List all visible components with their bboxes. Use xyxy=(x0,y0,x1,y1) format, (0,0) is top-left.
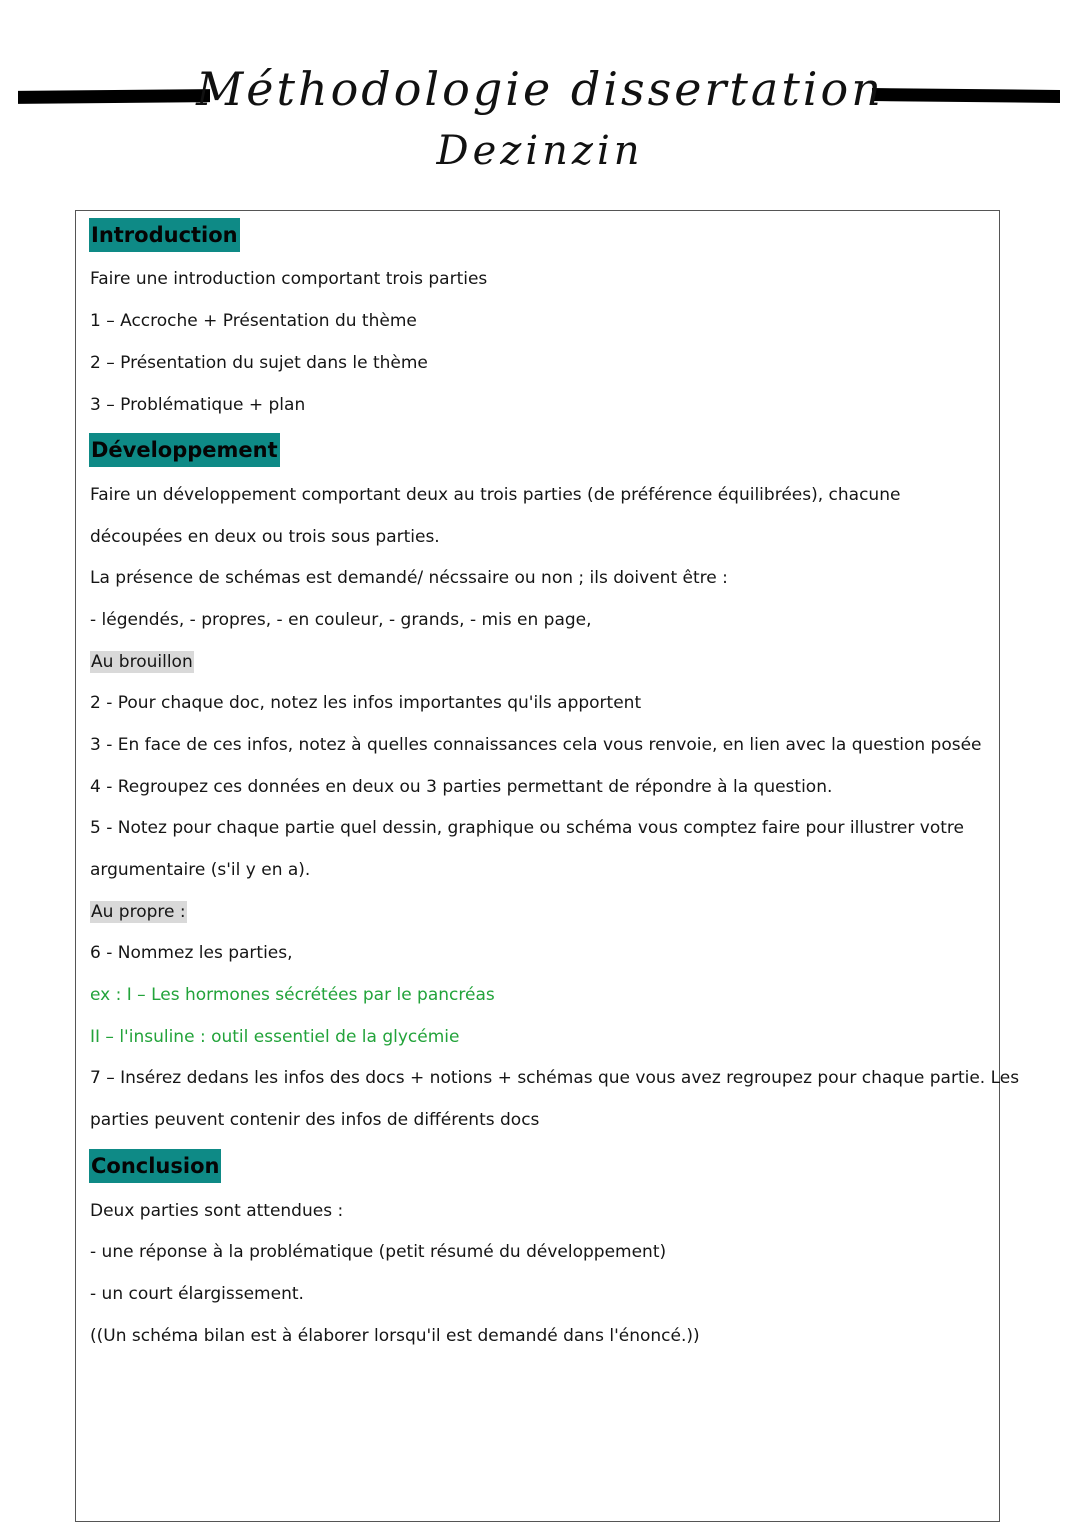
propre-label-row xyxy=(90,901,187,923)
heading-introduction: Introduction xyxy=(89,218,240,252)
intro-line: Faire une introduction comportant trois parties xyxy=(90,269,488,289)
final-line: parties peuvent contenir des infos de différents docs xyxy=(90,1110,540,1130)
brouillon-label-row xyxy=(90,651,194,673)
intro-line: 2 – Présentation du sujet dans le thème xyxy=(90,353,428,373)
brouillon-line: 5 - Notez pour chaque partie quel dessin, graphique ou schéma vous comptez faire pour illustrer votre xyxy=(90,818,964,838)
page-subtitle: Dezinzin xyxy=(436,128,644,174)
brouillon-line: 2 - Pour chaque doc, notez les infos importantes qu'ils apportent xyxy=(90,693,642,713)
heading-developpement: Développement xyxy=(89,433,280,467)
conclusion-line: ((Un schéma bilan est à élaborer lorsqu'il est demandé dans l'énoncé.)) xyxy=(90,1326,700,1346)
intro-line: 1 – Accroche + Présentation du thème xyxy=(90,311,417,331)
conclusion-line: - un court élargissement. xyxy=(90,1284,304,1304)
example-line: II – l'insuline : outil essentiel de la glycémie xyxy=(90,1027,460,1047)
brouillon-line: argumentaire (s'il y en a). xyxy=(90,860,311,880)
brouillon-line: 3 - En face de ces infos, notez à quelles connaissances cela vous renvoie, en lien avec la question posée xyxy=(90,735,982,755)
dev-line: La présence de schémas est demandé/ nécssaire ou non ; ils doivent être : xyxy=(90,568,728,588)
brouillon-label: Au brouillon xyxy=(91,652,193,672)
propre-label: Au propre : xyxy=(91,902,186,922)
page-title: Méthodologie dissertation xyxy=(196,62,884,116)
content-frame xyxy=(75,210,1020,1522)
propre-line: 6 - Nommez les parties, xyxy=(90,943,293,963)
conclusion-line: - une réponse à la problématique (petit résumé du développement) xyxy=(90,1242,667,1262)
dev-line: Faire un développement comportant deux au trois parties (de préférence équilibrées), chacune xyxy=(90,485,901,505)
intro-line: 3 – Problématique + plan xyxy=(90,395,306,415)
conclusion-line: Deux parties sont attendues : xyxy=(90,1201,344,1221)
example-line: ex : I – Les hormones sécrétées par le pancréas xyxy=(90,985,495,1005)
heading-conclusion: Conclusion xyxy=(89,1149,221,1183)
dev-line: découpées en deux ou trois sous parties. xyxy=(90,527,440,547)
dev-line: - légendés, - propres, - en couleur, - grands, - mis en page, xyxy=(90,610,592,630)
final-line: 7 – Insérez dedans les infos des docs + notions + schémas que vous avez regroupez pour chaque partie. Les xyxy=(90,1068,1020,1088)
brouillon-line: 4 - Regroupez ces données en deux ou 3 parties permettant de répondre à la question. xyxy=(90,777,833,797)
